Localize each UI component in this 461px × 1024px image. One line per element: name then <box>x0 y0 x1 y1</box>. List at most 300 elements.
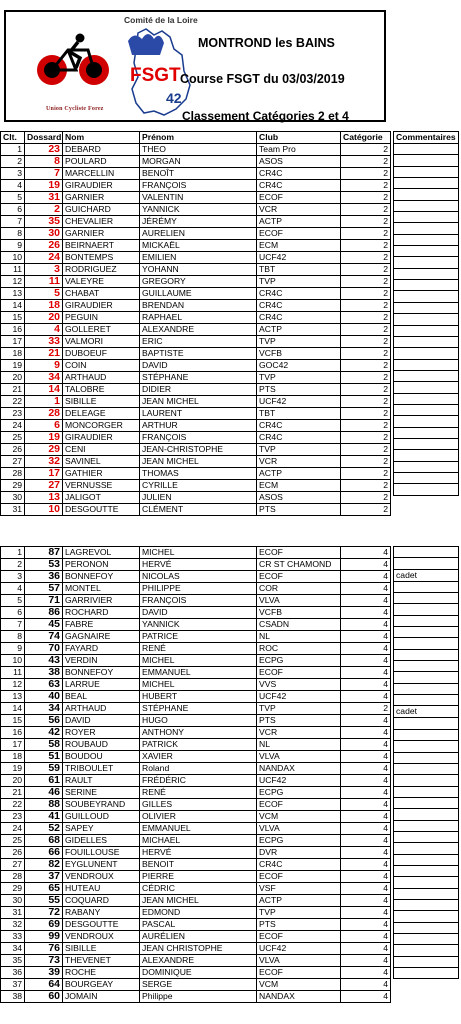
table-row <box>1 180 391 192</box>
table-row <box>394 934 459 945</box>
dossard-cell: 27 <box>25 480 63 492</box>
rank-cell: 14 <box>1 703 25 715</box>
club-cell: TVP <box>257 372 341 384</box>
table-row <box>1 144 391 156</box>
table-row <box>1 919 391 931</box>
nom-cell: ARTHAUD <box>63 372 140 384</box>
club-cell: ECPG <box>257 655 341 667</box>
table-row <box>394 558 459 569</box>
table-row <box>1 691 391 703</box>
table-row <box>394 661 459 672</box>
table-row <box>394 683 459 694</box>
club-cell: CR4C <box>257 312 341 324</box>
table-row <box>1 264 391 276</box>
table-row <box>394 189 459 200</box>
rank-cell: 19 <box>1 763 25 775</box>
nom-cell: BONTEMPS <box>63 252 140 264</box>
col-clt: Clt. <box>1 132 25 144</box>
table-row <box>1 240 391 252</box>
table-row <box>1 883 391 895</box>
table-row <box>394 763 459 774</box>
rank-cell: 16 <box>1 324 25 336</box>
club-cell: VSF <box>257 883 341 895</box>
club-cell: VCR <box>257 204 341 216</box>
dossard-cell: 34 <box>25 372 63 384</box>
table-row <box>1 384 391 396</box>
club-cell: CR4C <box>257 300 341 312</box>
rank-cell: 27 <box>1 859 25 871</box>
nom-cell: GOLLERET <box>63 324 140 336</box>
club-cell: CR ST CHAMOND <box>257 559 341 571</box>
table-row <box>394 427 459 438</box>
nom-cell: EYGLUNENT <box>63 859 140 871</box>
categorie-cell: 4 <box>341 943 391 955</box>
prenom-cell: THEO <box>140 144 257 156</box>
table-row <box>1 811 391 823</box>
table-row <box>1 979 391 991</box>
prenom-cell: PATRICE <box>140 631 257 643</box>
club-cell: ECOF <box>257 871 341 883</box>
prenom-cell: EMMANUEL <box>140 667 257 679</box>
club-cell: VCFB <box>257 607 341 619</box>
prenom-cell: HERVÉ <box>140 559 257 571</box>
commentaire-cell <box>394 144 459 155</box>
commentaire-cell <box>394 604 459 615</box>
comite-label: Comité de la Loire <box>124 15 198 25</box>
nom-cell: LARRUE <box>63 679 140 691</box>
categorie-cell: 4 <box>341 739 391 751</box>
table-row <box>1 751 391 763</box>
dossard-cell: 17 <box>25 468 63 480</box>
results-table-cat4 <box>0 546 391 1003</box>
rank-cell: 12 <box>1 679 25 691</box>
prenom-cell: GILLES <box>140 799 257 811</box>
commentaire-cell <box>394 775 459 786</box>
rank-cell: 10 <box>1 655 25 667</box>
rank-cell: 38 <box>1 991 25 1003</box>
dossard-cell: 69 <box>25 919 63 931</box>
club-cell: CR4C <box>257 859 341 871</box>
club-cell: COR <box>257 583 341 595</box>
prenom-cell: JULIEN <box>140 492 257 504</box>
dossard-cell: 11 <box>25 276 63 288</box>
prenom-cell: GUILLAUME <box>140 288 257 300</box>
dossard-cell: 86 <box>25 607 63 619</box>
table-row <box>394 820 459 831</box>
nom-cell: VERDIN <box>63 655 140 667</box>
rank-cell: 7 <box>1 216 25 228</box>
categorie-cell: 2 <box>341 168 391 180</box>
table-row <box>394 775 459 786</box>
table-row <box>1 703 391 715</box>
rank-cell: 9 <box>1 643 25 655</box>
table-row <box>1 571 391 583</box>
rank-cell: 29 <box>1 480 25 492</box>
prenom-cell: JÉRÉMY <box>140 216 257 228</box>
nom-cell: POULARD <box>63 156 140 168</box>
classement-title: Classement Catégories 2 et 4 <box>182 109 349 123</box>
prenom-cell: SERGE <box>140 979 257 991</box>
prenom-cell: EMILIEN <box>140 252 257 264</box>
rank-cell: 23 <box>1 408 25 420</box>
categorie-cell: 4 <box>341 931 391 943</box>
rank-cell: 22 <box>1 396 25 408</box>
rank-cell: 20 <box>1 372 25 384</box>
prenom-cell: CLÉMENT <box>140 504 257 516</box>
rank-cell: 4 <box>1 583 25 595</box>
commentaire-cell <box>394 615 459 626</box>
categorie-cell: 2 <box>341 324 391 336</box>
table-row <box>1 619 391 631</box>
dossard-cell: 7 <box>25 168 63 180</box>
categorie-cell: 4 <box>341 967 391 979</box>
club-cell: TBT <box>257 264 341 276</box>
categorie-cell: 4 <box>341 679 391 691</box>
table-row <box>1 492 391 504</box>
table-row <box>1 583 391 595</box>
table-row <box>1 559 391 571</box>
commentaire-cell <box>394 302 459 313</box>
rank-cell: 31 <box>1 504 25 516</box>
prenom-cell: RAPHAEL <box>140 312 257 324</box>
commentaire-cell <box>394 797 459 808</box>
table-row <box>394 246 459 257</box>
categorie-cell: 2 <box>341 156 391 168</box>
categorie-cell: 4 <box>341 847 391 859</box>
commentaire-cell <box>394 348 459 359</box>
nom-cell: BONNEFOY <box>63 571 140 583</box>
table-row <box>1 847 391 859</box>
dossard-cell: 23 <box>25 144 63 156</box>
rank-cell: 15 <box>1 312 25 324</box>
prenom-cell: JEAN CHRISTOPHE <box>140 943 257 955</box>
nom-cell: COQUARD <box>63 895 140 907</box>
nom-cell: FAYARD <box>63 643 140 655</box>
nom-cell: COIN <box>63 360 140 372</box>
commentaire-cell <box>394 268 459 279</box>
table-row <box>1 300 391 312</box>
club-cell: CSADN <box>257 619 341 631</box>
commentaire-cell <box>394 581 459 592</box>
commentaire-cell <box>394 831 459 842</box>
table-row <box>1 763 391 775</box>
nom-cell: TALOBRE <box>63 384 140 396</box>
club-cell: CR4C <box>257 180 341 192</box>
table-row <box>1 216 391 228</box>
dossard-cell: 31 <box>25 192 63 204</box>
commentaire-cell <box>394 370 459 381</box>
prenom-cell: MICHAEL <box>140 835 257 847</box>
commentaire-cell <box>394 382 459 393</box>
categorie-cell: 2 <box>341 432 391 444</box>
nom-cell: ROCHE <box>63 967 140 979</box>
categorie-cell: 4 <box>341 763 391 775</box>
prenom-cell: LAURENT <box>140 408 257 420</box>
prenom-cell: STÉPHANE <box>140 703 257 715</box>
rank-cell: 26 <box>1 444 25 456</box>
nom-cell: SOUBEYRAND <box>63 799 140 811</box>
table-row <box>394 155 459 166</box>
prenom-cell: FRÉDÉRIC <box>140 775 257 787</box>
nom-cell: GIRAUDIER <box>63 300 140 312</box>
nom-cell: VALMORI <box>63 336 140 348</box>
rank-cell: 30 <box>1 895 25 907</box>
prenom-cell: FRANÇOIS <box>140 180 257 192</box>
table-header-row <box>1 132 391 144</box>
dossard-cell: 99 <box>25 931 63 943</box>
prenom-cell: RENÉ <box>140 643 257 655</box>
categorie-cell: 4 <box>341 691 391 703</box>
commentaire-cell: cadet <box>394 706 459 718</box>
prenom-cell: HUGO <box>140 715 257 727</box>
club-cell: DVR <box>257 847 341 859</box>
dossard-cell: 52 <box>25 823 63 835</box>
commentaire-cell <box>394 934 459 945</box>
commentaire-cell <box>394 404 459 415</box>
table-row <box>1 252 391 264</box>
commentaire-cell <box>394 683 459 694</box>
prenom-cell: JEAN MICHEL <box>140 456 257 468</box>
nom-cell: DEBARD <box>63 144 140 156</box>
nom-cell: PERONON <box>63 559 140 571</box>
prenom-cell: DOMINIQUE <box>140 967 257 979</box>
categorie-cell: 2 <box>341 384 391 396</box>
table-row <box>1 955 391 967</box>
commentaire-cell <box>394 956 459 967</box>
rank-cell: 37 <box>1 979 25 991</box>
dossard-cell: 32 <box>25 456 63 468</box>
table-row <box>394 899 459 910</box>
categorie-cell: 2 <box>341 492 391 504</box>
prenom-cell: FRANÇOIS <box>140 432 257 444</box>
comments-table-cat2 <box>393 131 459 496</box>
prenom-cell: STÉPHANE <box>140 372 257 384</box>
categorie-cell: 4 <box>341 883 391 895</box>
commentaire-cell <box>394 877 459 888</box>
categorie-cell: 4 <box>341 907 391 919</box>
categorie-cell: 4 <box>341 631 391 643</box>
commentaire-cell <box>394 450 459 461</box>
rank-cell: 25 <box>1 432 25 444</box>
rank-cell: 18 <box>1 348 25 360</box>
nom-cell: FABRE <box>63 619 140 631</box>
dossard-cell: 56 <box>25 715 63 727</box>
nom-cell: VENDROUX <box>63 871 140 883</box>
table-row <box>394 291 459 302</box>
dossard-cell: 53 <box>25 559 63 571</box>
table-row <box>1 655 391 667</box>
commentaire-cell <box>394 472 459 483</box>
prenom-cell: EDMOND <box>140 907 257 919</box>
nom-cell: TRIBOULET <box>63 763 140 775</box>
nom-cell: ARTHAUD <box>63 703 140 715</box>
categorie-cell: 4 <box>341 583 391 595</box>
prenom-cell: YANNICK <box>140 204 257 216</box>
table-row <box>394 382 459 393</box>
rank-cell: 27 <box>1 456 25 468</box>
dossard-cell: 35 <box>25 216 63 228</box>
table-row <box>1 907 391 919</box>
rank-cell: 9 <box>1 240 25 252</box>
table-row <box>1 480 391 492</box>
categorie-cell: 4 <box>341 799 391 811</box>
dossard-cell: 10 <box>25 504 63 516</box>
table-row <box>1 799 391 811</box>
commentaire-cell <box>394 695 459 706</box>
rank-cell: 31 <box>1 907 25 919</box>
nom-cell: GUILLOUD <box>63 811 140 823</box>
nom-cell: GUICHARD <box>63 204 140 216</box>
dossard-cell: 76 <box>25 943 63 955</box>
col-categorie: Catégorie <box>341 132 391 144</box>
rank-cell: 24 <box>1 420 25 432</box>
table-row <box>394 393 459 404</box>
commentaire-cell <box>394 672 459 683</box>
prenom-cell: PASCAL <box>140 919 257 931</box>
rank-cell: 8 <box>1 228 25 240</box>
nom-cell: ROUBAUD <box>63 739 140 751</box>
nom-cell: DESGOUTTE <box>63 504 140 516</box>
club-logo-text: Union Cycliste Forez <box>46 106 104 112</box>
table-row <box>1 775 391 787</box>
col-club: Club <box>257 132 341 144</box>
dossard-cell: 71 <box>25 595 63 607</box>
dossard-cell: 2 <box>25 204 63 216</box>
club-cell: ASOS <box>257 156 341 168</box>
rank-cell: 5 <box>1 595 25 607</box>
nom-cell: GARRIVIER <box>63 595 140 607</box>
categorie-cell: 4 <box>341 727 391 739</box>
col-commentaires: Commentaires <box>394 132 459 144</box>
table-row <box>394 729 459 740</box>
table-row <box>394 144 459 155</box>
nom-cell: DUBOEUF <box>63 348 140 360</box>
club-cell: VCR <box>257 727 341 739</box>
dossard-cell: 28 <box>25 408 63 420</box>
rank-cell: 23 <box>1 811 25 823</box>
rank-cell: 12 <box>1 276 25 288</box>
table-row <box>394 843 459 854</box>
club-cell: PTS <box>257 384 341 396</box>
table-row <box>1 643 391 655</box>
rank-cell: 29 <box>1 883 25 895</box>
prenom-cell: VALENTIN <box>140 192 257 204</box>
table-row <box>1 372 391 384</box>
commentaire-cell <box>394 178 459 189</box>
commentaire-cell <box>394 809 459 820</box>
commentaire-cell <box>394 661 459 672</box>
categorie-cell: 4 <box>341 811 391 823</box>
dossard-cell: 38 <box>25 667 63 679</box>
table-row <box>394 348 459 359</box>
dossard-cell: 58 <box>25 739 63 751</box>
club-cell: NANDAX <box>257 991 341 1003</box>
club-cell: PTS <box>257 715 341 727</box>
nom-cell: GAGNAIRE <box>63 631 140 643</box>
categorie-cell: 2 <box>341 360 391 372</box>
nom-cell: SAVINEL <box>63 456 140 468</box>
nom-cell: DAVID <box>63 715 140 727</box>
table-row <box>394 569 459 581</box>
nom-cell: BEAL <box>63 691 140 703</box>
union-cycliste-forez-logo <box>36 32 116 118</box>
club-cell: CR4C <box>257 168 341 180</box>
categorie-cell: 2 <box>341 480 391 492</box>
rank-cell: 5 <box>1 192 25 204</box>
rank-cell: 7 <box>1 619 25 631</box>
categorie-cell: 4 <box>341 571 391 583</box>
rank-cell: 21 <box>1 787 25 799</box>
dossard-cell: 87 <box>25 547 63 559</box>
table-row <box>394 280 459 291</box>
table-row <box>394 212 459 223</box>
categorie-cell: 4 <box>341 859 391 871</box>
dossard-cell: 72 <box>25 907 63 919</box>
categorie-cell: 2 <box>341 504 391 516</box>
club-cell: VCFB <box>257 348 341 360</box>
dossard-cell: 1 <box>25 396 63 408</box>
table-row <box>394 461 459 472</box>
prenom-cell: NICOLAS <box>140 571 257 583</box>
dossard-cell: 68 <box>25 835 63 847</box>
club-cell: TVP <box>257 703 341 715</box>
commentaire-cell <box>394 336 459 347</box>
club-cell: ACTP <box>257 468 341 480</box>
categorie-cell: 4 <box>341 979 391 991</box>
club-cell: ECOF <box>257 967 341 979</box>
nom-cell: DELEAGE <box>63 408 140 420</box>
commentaire-cell <box>394 899 459 910</box>
dossard-cell: 42 <box>25 727 63 739</box>
categorie-cell: 4 <box>341 751 391 763</box>
table-row <box>1 667 391 679</box>
commentaire-cell <box>394 223 459 234</box>
categorie-cell: 2 <box>341 144 391 156</box>
categorie-cell: 4 <box>341 955 391 967</box>
dossard-cell: 63 <box>25 679 63 691</box>
nom-cell: ROYER <box>63 727 140 739</box>
prenom-cell: PHILIPPE <box>140 583 257 595</box>
dossard-cell: 14 <box>25 384 63 396</box>
table-row <box>1 168 391 180</box>
nom-cell: GIDELLES <box>63 835 140 847</box>
categorie-cell: 2 <box>341 420 391 432</box>
commentaire-cell <box>394 280 459 291</box>
table-row <box>1 420 391 432</box>
club-cell: PTS <box>257 504 341 516</box>
table-row <box>1 595 391 607</box>
commentaire-cell <box>394 888 459 899</box>
course-title: Course FSGT du 03/03/2019 <box>180 72 345 86</box>
commentaire-cell <box>394 416 459 427</box>
club-cell: ECM <box>257 480 341 492</box>
commentaire-cell <box>394 593 459 604</box>
table-row <box>1 715 391 727</box>
nom-cell: VALEYRE <box>63 276 140 288</box>
club-cell: VVS <box>257 679 341 691</box>
club-cell: NANDAX <box>257 763 341 775</box>
table-row <box>394 325 459 336</box>
table-row <box>394 200 459 211</box>
table-row <box>1 192 391 204</box>
dossard-cell: 64 <box>25 979 63 991</box>
prenom-cell: YANNICK <box>140 619 257 631</box>
club-cell: UCF42 <box>257 691 341 703</box>
club-cell: ECOF <box>257 547 341 559</box>
table-row <box>394 797 459 808</box>
nom-cell: RABANY <box>63 907 140 919</box>
table-row <box>394 223 459 234</box>
